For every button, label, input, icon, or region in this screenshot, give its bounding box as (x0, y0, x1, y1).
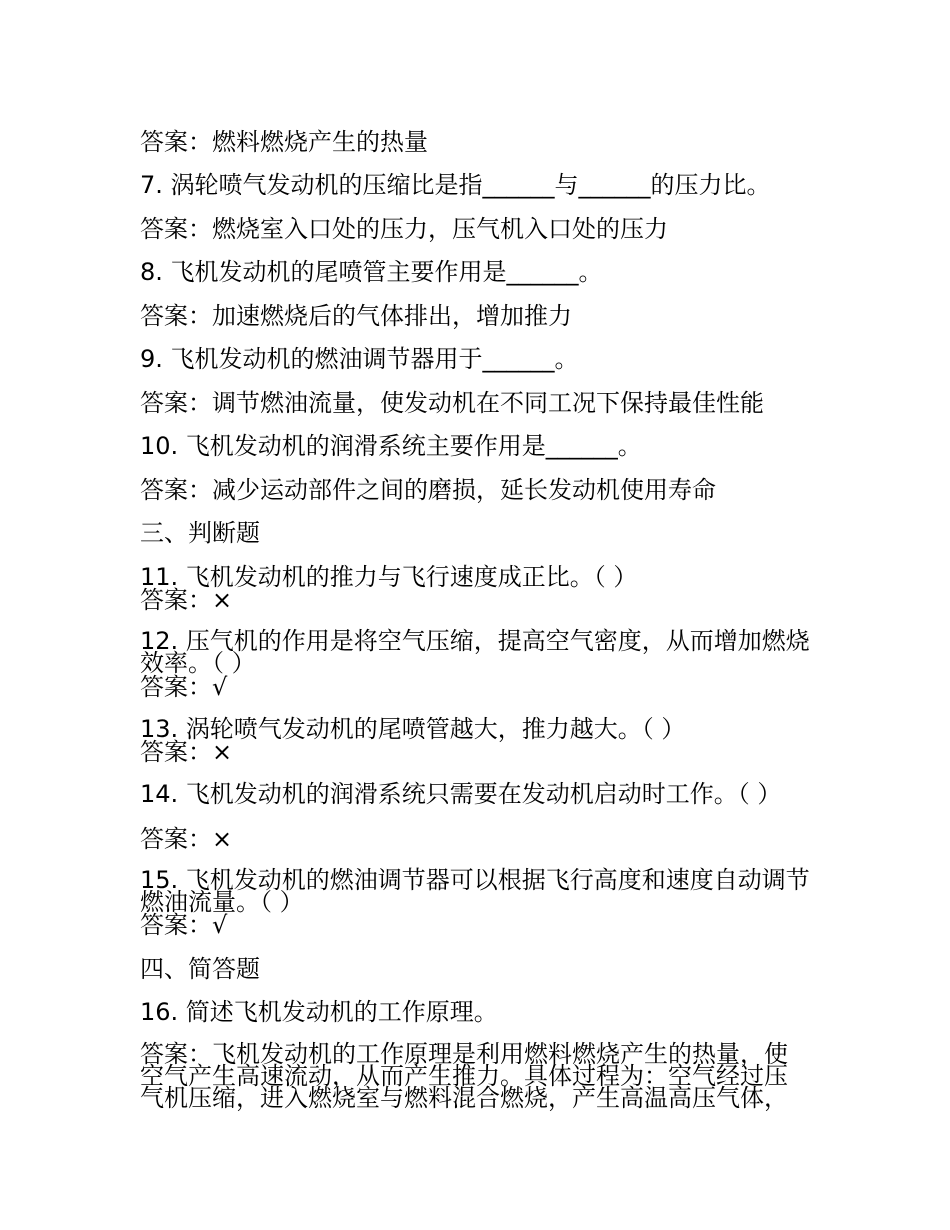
section-heading-true-false: 三、判断题 (140, 519, 260, 547)
question-15: 15. 飞机发动机的燃油调节器可以根据飞行高度和速度自动调节燃油流量。（ ） (140, 866, 810, 916)
question-7: 7. 涡轮喷气发动机的压缩比是指______与______的压力比。 (140, 171, 771, 199)
question-9: 9. 飞机发动机的燃油调节器用于______。 (140, 345, 579, 373)
answer-15: 答案：√ (140, 911, 228, 939)
question-8: 8. 飞机发动机的尾喷管主要作用是______。 (140, 258, 603, 286)
answer-8: 答案：加速燃烧后的气体排出，增加推力 (140, 302, 572, 330)
answer-13: 答案：× (140, 738, 233, 766)
answer-16: 答案：飞机发动机的工作原理是利用燃料燃烧产生的热量，使空气产生高速流动，从而产生推力。具体过程为：空气经过压气机压缩，进入燃烧室与燃料混合燃烧，产生高温高压气体， (140, 1040, 788, 1112)
question-13: 13. 涡轮喷气发动机的尾喷管越大，推力越大。（ ） (140, 715, 686, 743)
question-16: 16. 简述飞机发动机的工作原理。 (140, 998, 498, 1026)
question-10: 10. 飞机发动机的润滑系统主要作用是______。 (140, 432, 642, 460)
section-heading-short-answer: 四、简答题 (140, 955, 260, 983)
question-12: 12. 压气机的作用是将空气压缩，提高空气密度，从而增加燃烧效率。（ ） (140, 627, 810, 677)
answer-6: 答案：燃料燃烧产生的热量 (140, 128, 428, 156)
question-11: 11. 飞机发动机的推力与飞行速度成正比。（ ） (140, 563, 638, 591)
answer-14: 答案：× (140, 825, 233, 853)
answer-11: 答案：× (140, 586, 233, 614)
answer-7: 答案：燃烧室入口处的压力，压气机入口处的压力 (140, 215, 668, 243)
answer-9: 答案：调节燃油流量，使发动机在不同工况下保持最佳性能 (140, 389, 764, 417)
question-14: 14. 飞机发动机的润滑系统只需要在发动机启动时工作。（ ） (140, 780, 782, 808)
answer-12: 答案：√ (140, 673, 228, 701)
answer-10: 答案：减少运动部件之间的磨损，延长发动机使用寿命 (140, 476, 716, 504)
